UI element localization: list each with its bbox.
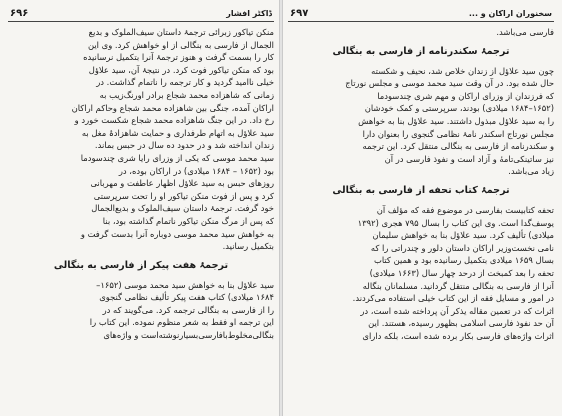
right-paragraph-1 <box>288 65 554 178</box>
right-section-heading-1: ترجمۂ سکندرنامه از فارسی به بنگالی <box>332 45 510 57</box>
text-line: ۱۶۸۴ میلادی) کتاب هفت پیکر تألیف نظامی گنجوی <box>99 292 274 303</box>
right-page-number: ۶۹۷ <box>290 8 309 19</box>
text-line: کار را بسمت گرفت و هنوز ترجمۂ آنرا بتکمیل نرسانیده <box>83 52 274 63</box>
text-line: روزهای حبس به سید علاؤل اظهار عاطفت و مهربانی <box>90 178 274 189</box>
text-line: اراکان آمده، جنگی بین شاهزاده محمد شجاع وحاکم اراکان <box>71 102 274 113</box>
text-line: خیلی ناامید گردید و کار ترجمه را ناتمام گذاشت. در <box>96 77 274 88</box>
text-line: زیاد می‌باشد. <box>508 166 554 177</box>
text-line: زمانی که شاهزاده محمد شجاع برادر اورنگ‌زیب به <box>99 89 274 100</box>
left-running-head: ڈاکٹر افشار <box>226 9 272 18</box>
text-line: که پس از مرگ منکن تیاکور ناتمام گذاشته بود، بنا <box>102 215 274 226</box>
text-line: یوسف‌گدا است. وی این کتاب را بسال ۷۹۵ هجری (۱۳۹۲ <box>357 217 554 228</box>
text-line: حال شده بود. در آن وقت سید محمد موسی و مجلس نورتاج <box>345 78 554 89</box>
text-line: سید علاؤل بنا به خواهش سید محمد موسی (۱۶۵۲– <box>96 279 274 290</box>
right-page-header <box>288 8 554 22</box>
left-page-number: ۶۹۶ <box>10 8 29 19</box>
right-page <box>288 0 554 416</box>
text-line: رخ داد. در این جنگ شاهزاده محمد شجاع شکست خورد و <box>74 115 274 126</box>
text-line: بنگالی‌مخلوط‌بافارسی‌بسیارنوشته‌است و واژه‌های <box>103 330 274 341</box>
text-line: تحفه را بعد کمبخت از درحد چهار سال (۱۶۶۳ میلادی) <box>369 267 554 278</box>
left-paragraph-1 <box>8 26 274 253</box>
text-line: اثرات که در تعمین مقاله یذکر آن پرداخته شده است، در <box>360 305 554 316</box>
right-page-body <box>288 26 554 410</box>
text-line: در امور و مسایل فقه از این کتاب خیلی استفاده می‌کردند. <box>352 293 554 304</box>
text-line: بسال ۱۶۵۹ میلادی بتکمیل رسانیده بود و همین کتاب <box>373 255 554 266</box>
text-line: این ترجمه او فقط به شعر منظوم نموده. این کتاب را <box>89 317 274 328</box>
text-line: خود گرفت. ترجمۂ داستان سیف‌الملوک و بدیع‌الجمال <box>91 203 274 214</box>
text-line: (۱۶۵۲–۱۶۸۴ میلادی) بودند، سرپرستی و کمک خودشان <box>364 103 554 114</box>
text-line: منکن تیاکور زبرائی ترجمۂ داستان سیف‌الملوک و بدیع‌ <box>88 27 274 37</box>
text-line: چون سید علاؤل از زندان خلاص شد، نحیف و شکسته <box>371 65 554 76</box>
text-line: سید محمد موسی که یکی از وزرای رایا شری چندسودما <box>80 152 274 163</box>
left-page <box>8 0 274 416</box>
text-line: نامی نخست‌وزیر اراکان داستان دلور و چندراتی را که <box>370 242 554 253</box>
text-line: کرد و پس از فوت منکن تیاکور او را تحت سرپرستی <box>93 190 274 201</box>
text-line: سید علاؤل به اتهام طرفداری و حمایت شاهزادۂ مغل به <box>81 127 274 138</box>
text-line: را از فارسی به بنگالی ترجمه کرد. می‌گویند که در <box>102 304 274 315</box>
text-line: آن حد نفوذ فارسی اسلامی بظهور رسیده، هستند. این <box>368 318 554 329</box>
text-line: به خواهش سید محمد موسی دوباره آنرا بدست گرفت و <box>80 228 274 239</box>
text-line: بود (۱۶۵۲ – ۱۶۸۴ میلادی) در اراکان بوده، در <box>118 165 274 176</box>
book-gutter <box>279 0 283 416</box>
text-line: بود که منکن تیاکور فوت کرد. در نتیجۂ آن، سید علاؤل <box>88 64 274 75</box>
text-line: زندان انداخته شد و در حدود ده سال در حبس بماند. <box>94 140 274 151</box>
text-line: تحفه کتابیست بفارسی در موضوع فقه که مؤلف آن <box>376 204 554 215</box>
text-line: آنرا از فارسی به بنگالی منتقل گردانید. مسلمانان بنگاله <box>362 280 554 291</box>
right-section-heading-2: ترجمۂ کتاب تحفه از فارسی به بنگالی <box>332 184 510 196</box>
right-paragraph-2 <box>288 204 554 343</box>
left-page-body <box>8 26 274 410</box>
text-line: الجمال از فارسی به بنگالی از او خواهش کرد. وی این <box>87 39 274 50</box>
text-line: مجلس نورتاج اسکندر نامۂ نظامی گنجوی را بعنوان دارا <box>362 128 554 139</box>
text-line: و سکندرنامه از فارسی به بنگالی منتقل کرد. این ترجمه <box>362 141 554 152</box>
text-line: فارسی می‌باشد. <box>496 27 554 37</box>
right-running-head: سخنوران اراکان و ... <box>468 9 552 18</box>
left-section-heading: ترجمۂ هفت پیکر از فارسی به بنگالی <box>53 259 229 271</box>
text-line: بتکمیل رسانید. <box>222 241 274 252</box>
left-page-header <box>8 8 274 22</box>
left-paragraph-2 <box>8 279 274 342</box>
text-line: نیز ساتینکی‌تامهٔ و آزاد است و نفوذ فارسی در آن <box>384 153 554 164</box>
text-line: اثرات واژه‌های فارسی بکار برده شده است، بلکه دارای <box>362 330 554 341</box>
text-line: را به سید علاؤل مبذول داشتند. سید علاؤل بنا به خواهش <box>358 115 554 126</box>
text-line: میلادی) تألیف کرد. سید علاؤل بنا به خواهش سلیمان <box>372 230 554 241</box>
text-line: که فرزندان از وزرای اراکان و مهم شری چندسودما <box>377 90 554 101</box>
